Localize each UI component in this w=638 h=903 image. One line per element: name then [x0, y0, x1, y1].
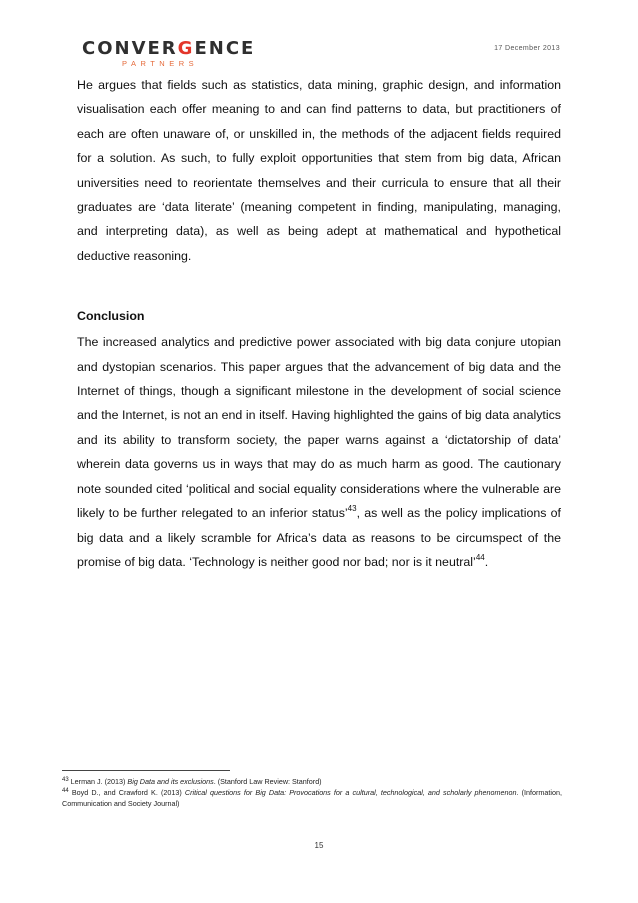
page-body	[77, 73, 561, 574]
footnote-number: 43	[62, 777, 69, 783]
section-heading-conclusion: Conclusion	[77, 309, 145, 324]
footnote-ref-44[interactable]: 44	[475, 552, 485, 562]
logo-wordmark	[82, 38, 256, 59]
logo-accent-letter: G	[177, 38, 195, 59]
footnote-title: Big Data and its exclusions	[127, 777, 214, 786]
header-date: 17 December 2013	[494, 45, 560, 52]
conclusion-text-1: The increased analytics and predictive power associated with big data conjure utopian and dystopian scenarios. This paper argues that the advancement of big data and the Internet of things, though a significant milestone in the development of social science and the Internet, is not an end in itself. Having highlighted the gains of big data analytics and its ability to transform society, the paper warns against a ‘dictatorship of data’ wherein data governs us in ways that may do as much harm as good. The cautionary note sounded cited ‘political and social equality considerations where the vulnerable are likely to be further relegated to an inferior status’	[77, 335, 561, 521]
footnote-source: . (Stanford Law Review: Stanford)	[213, 777, 322, 786]
page-number: 15	[314, 841, 324, 850]
logo-text-end: ENCE	[194, 38, 256, 59]
paragraph-intro: He argues that fields such as statistics, data mining, graphic design, and information visualisation each offer meaning to and can find patterns to data, but practitioners of each are often unaware of, or unskilled in, the methods of the adjacent fields required for a solution. As such, to fully exploit opportunities that stem from big data, African universities need to reorientate themselves and their curricula to ensure that all their graduates are ‘data literate’ (meaning competent in finding, manipulating, managing, and interpreting data), as well as being adept at mathematical and hypothetical deductive reasoning.	[77, 78, 561, 263]
footnote-ref-43[interactable]: 43	[347, 504, 357, 514]
footnote-source: . (Information, Communication and Society Journal)	[62, 788, 562, 808]
footnote-44	[62, 787, 562, 809]
company-logo	[82, 38, 256, 70]
logo-text-start: CONVER	[82, 38, 178, 59]
footnote-number: 44	[62, 788, 69, 794]
logo-subtitle: PARTNERS	[122, 59, 199, 68]
conclusion-text-2: , as well as the policy implications of big data and a likely scramble for Africa’s data as reasons to be circumspect of the promise of big data. ‘Technology is neither good nor bad; nor is it neutral’	[77, 506, 561, 569]
footnote-43	[62, 776, 562, 787]
footnote-title: Critical questions for Big Data: Provocations for a cultural, technological, and scholarly phenomenon	[184, 788, 517, 797]
footnote-divider	[62, 770, 230, 771]
footnote-text: Boyd D., and Crawford K. (2013)	[68, 788, 185, 797]
conclusion-text-end: .	[484, 554, 489, 569]
footnote-text: Lerman J. (2013)	[68, 777, 128, 786]
paragraph-conclusion	[77, 330, 561, 574]
footnotes	[62, 776, 562, 809]
